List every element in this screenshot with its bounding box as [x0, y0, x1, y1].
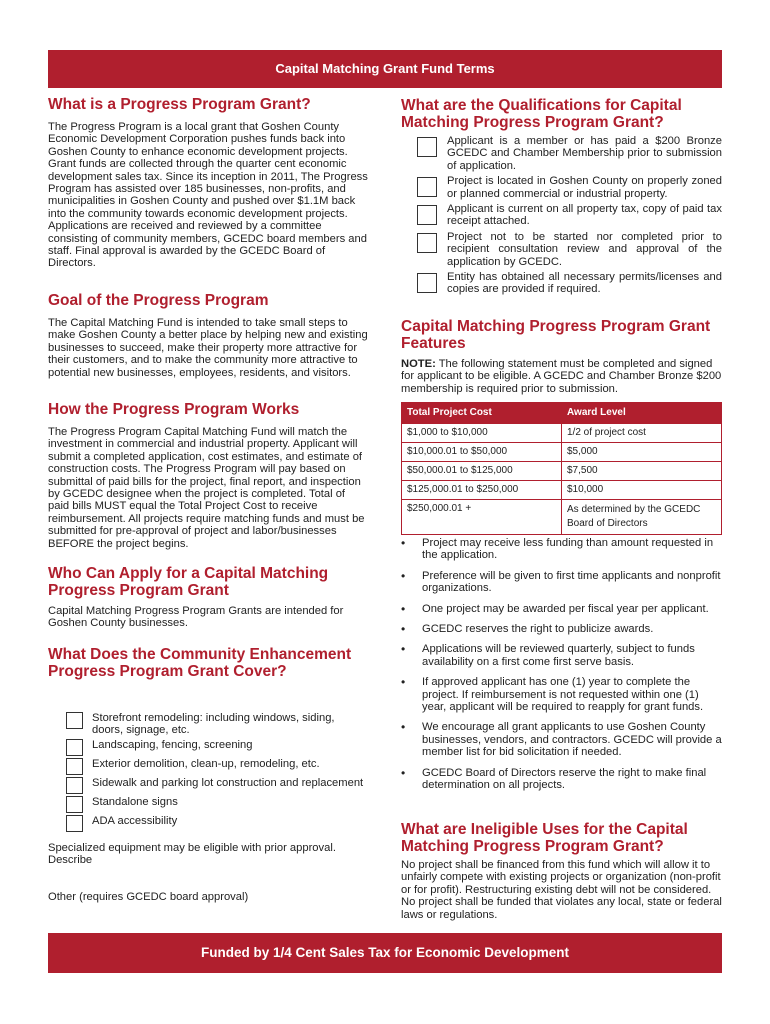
bullet-item: • GCEDC reserves the right to publicize awards. [401, 622, 654, 637]
cover-item [66, 777, 366, 794]
goal-section [48, 292, 368, 379]
what-is-body: The Progress Program is a local grant that Goshen County Economic Development Corporation pushes funds back into Goshen County to enhance economic development projects. Grant funds are collected through the quarter cent economic development sales tax. Since its inception in 2011, The Progress Program has assisted over 185 businesses, non-profits, and municipalities in Goshen County and pushed over $1.1M back into the community towards economic development projects. [48, 121, 368, 220]
table-row [402, 500, 722, 535]
how-body: The Progress Program Capital Matching Fund will match the investment in commercial and industrial property. Applicant will submit a completed application, cost estimates, and estimate of construction costs. The Progress Program will pay based on submittal of paid bills for the project, final report, and inspection by GCEDC designee when the project is completed. Total of paid bills MUST equal the Total Project Cost to receive reimbursement. All projects require matching funds and must be submitted for pre-approval of project and labor/businesses BEFORE the project begins. [48, 426, 365, 550]
goal-body: The Capital Matching Fund is intended to take small steps to make Goshen County a better place by helping new and existing businesses to succeed, make their property more attractive for their customers, and to make the community more attractive to potential new businesses, employees, residents, and visitors. [48, 317, 368, 379]
col-header-award-level: Award Level [562, 403, 722, 424]
quals-heading: What are the Qualifications for Capital Matching Progress Program Grant? [401, 97, 682, 131]
cover-item-label: Exterior demolition, clean-up, remodeling, etc. [92, 757, 320, 770]
qual-checkbox-2[interactable] [417, 177, 437, 197]
cell-cost: $10,000.01 to $50,000 [402, 443, 562, 462]
features-note [401, 358, 722, 395]
what-is-heading: What is a Progress Program Grant? [48, 96, 311, 113]
bullet-text: GCEDC Board of Directors reserve the right to make final determination on all projects. [422, 766, 707, 792]
bullet-text: Preference will be given to first time applicants and nonprofit organizations. [422, 569, 721, 595]
qual-item [401, 231, 722, 268]
cover-item-label: Storefront remodeling: including windows, siding, doors, signage, etc. [92, 712, 335, 737]
qual-checkbox-5[interactable] [417, 273, 437, 293]
bullet-list [401, 537, 722, 792]
cell-cost: $1,000 to $10,000 [402, 424, 562, 443]
bullet-text: Applications will be reviewed quarterly, subject to funds availability on a first come first serve basis. [422, 643, 695, 668]
specialized-section [48, 842, 368, 867]
how-heading: How the Progress Program Works [48, 401, 300, 418]
header-title: Capital Matching Grant Fund Terms [275, 60, 495, 76]
table-row [402, 462, 722, 481]
qual-item-label: Project is located in Goshen County on properly zoned or planned commercial or industrial property. [447, 175, 722, 200]
qual-item-label: Applicant is a member or has paid a $200 Bronze GCEDC and Chamber Membership prior to submission of application. [447, 135, 722, 172]
how-section [48, 401, 368, 550]
cell-cost: $125,000.01 to $250,000 [402, 481, 562, 500]
what-is-body-2: Applications are received and reviewed by a committee consisting of community members, GCEDC board members and staff. Final approval is awarded by the GCEDC Board of Directors. [48, 220, 367, 270]
bullet-text: Project may receive less funding than amount requested in the application. [422, 537, 714, 562]
cover-item [66, 815, 366, 832]
cover-item-label: Standalone signs [92, 795, 178, 808]
ineligible-heading: What are Ineligible Uses for the Capital Matching Progress Program Grant? [401, 821, 688, 855]
features-bullets [401, 537, 722, 800]
cell-award: 1/2 of project cost [562, 424, 722, 443]
cover-checkbox-3[interactable] [66, 758, 83, 775]
quals-checklist [401, 135, 722, 296]
what-is-section [48, 96, 368, 270]
note-text: The following statement must be completed and signed for applicant to be eligible. A GCEDC and Chamber Bronze $200 membership is required prior to submission. [401, 358, 722, 395]
cover-item-label: Landscaping, fencing, screening [92, 738, 253, 751]
bullet-text: We encourage all grant applicants to use Goshen County businesses, vendors, and contractors. GCEDC will provide a member list for bid solicitation if needed. [422, 721, 722, 759]
cover-heading: What Does the Community Enhancement Progress Program Grant Cover? [48, 646, 352, 680]
who-heading: Who Can Apply for a Capital Matching Progress Program Grant [48, 565, 329, 599]
col-header-total-cost: Total Project Cost [402, 403, 562, 424]
bullet-item: • One project may be awarded per fiscal year per applicant. [401, 601, 709, 616]
features-section [401, 318, 722, 395]
table-row [402, 481, 722, 500]
qual-checkbox-3[interactable] [417, 205, 437, 225]
bullet-item: • Preference will be given to first time applicants and nonprofit organizations. [401, 568, 721, 595]
header-banner [48, 50, 722, 88]
cover-item-label: ADA accessibility [92, 814, 178, 827]
qual-item [401, 203, 722, 228]
cover-item-label: Sidewalk and parking lot construction and replacement [92, 776, 364, 789]
table-header-row [402, 403, 722, 424]
features-heading: Capital Matching Progress Program Grant Features [401, 318, 711, 352]
qual-item-label: Entity has obtained all necessary permits/licenses and copies are provided if required. [447, 271, 722, 296]
ineligible-body: No project shall be financed from this fund which will allow it to unfairly compete with existing projects or organization (non-profit or for profit). Restructuring existing debt will not be considered. No project shall be funded that violates any local, state or federal laws or regulations. [401, 859, 722, 921]
other-section [48, 891, 368, 903]
cover-section [48, 646, 368, 680]
ineligible-section [401, 821, 722, 921]
bullet-item: • GCEDC Board of Directors reserve the right to make final determination on all projects. [401, 767, 722, 792]
table-row [402, 424, 722, 443]
bullet-item: • Applications will be reviewed quarterly, subject to funds availability on a first come first serve basis. [401, 643, 722, 668]
qual-item-label: Project not to be started nor completed prior to recipient consultation review and approval of the application by GCEDC. [447, 230, 722, 268]
cover-item [66, 758, 366, 775]
cell-award: $5,000 [562, 443, 722, 462]
bullet-item: • If approved applicant has one (1) year to complete the project. If reimbursement is not requested within one (1) year, applicant will be required to reapply for grant funds. [401, 676, 722, 713]
cover-checkbox-4[interactable] [66, 777, 83, 794]
goal-heading: Goal of the Progress Program [48, 292, 269, 309]
award-table-wrap [401, 402, 722, 535]
cover-checkbox-2[interactable] [66, 739, 83, 756]
cell-award: $7,500 [562, 462, 722, 481]
qual-item-label: Applicant is current on all property tax, copy of paid tax receipt attached. [447, 203, 722, 228]
bullet-item: • Project may receive less funding than amount requested in the application. [401, 537, 722, 562]
cell-cost: $50,000.01 to $125,000 [402, 462, 562, 481]
bullet-text: If approved applicant has one (1) year to complete the project. If reimbursement is not requested within one (1) year, applicant will be required to reapply for grant funds. [422, 676, 704, 714]
table-row [402, 443, 722, 462]
who-body: Capital Matching Progress Program Grants are intended for Goshen County businesses. [48, 605, 344, 630]
cover-item [66, 712, 366, 737]
footer-text: Funded by 1/4 Cent Sales Tax for Economic Development [200, 944, 570, 960]
cell-award: As determined by the GCEDC Board of Directors [562, 500, 722, 535]
cover-item [66, 739, 366, 756]
cover-checkbox-5[interactable] [66, 796, 83, 813]
note-label: NOTE: [401, 358, 436, 370]
qual-item [401, 271, 722, 296]
qual-item [401, 135, 722, 172]
cell-cost: $250,000.01 + [402, 500, 562, 535]
cover-checklist [66, 712, 366, 834]
cover-checkbox-6[interactable] [66, 815, 83, 832]
footer-banner [48, 933, 722, 973]
award-table [401, 402, 722, 535]
cover-checkbox-1[interactable] [66, 712, 83, 729]
qual-item [401, 175, 722, 200]
qual-checkbox-4[interactable] [417, 233, 437, 253]
qual-checkbox-1[interactable] [417, 137, 437, 157]
quals-section [401, 97, 722, 299]
bullet-text: One project may be awarded per fiscal year per applicant. [422, 602, 709, 615]
other-text: Other (requires GCEDC board approval) [48, 891, 249, 903]
cell-award: $10,000 [562, 481, 722, 500]
cover-item [66, 796, 366, 813]
bullet-item: • We encourage all grant applicants to use Goshen County businesses, vendors, and contractors. GCEDC will provide a member list for bid solicitation if needed. [401, 720, 722, 759]
specialized-text: Specialized equipment may be eligible with prior approval. Describe [48, 842, 336, 867]
bullet-text: GCEDC reserves the right to publicize awards. [422, 623, 654, 636]
who-section [48, 565, 368, 630]
